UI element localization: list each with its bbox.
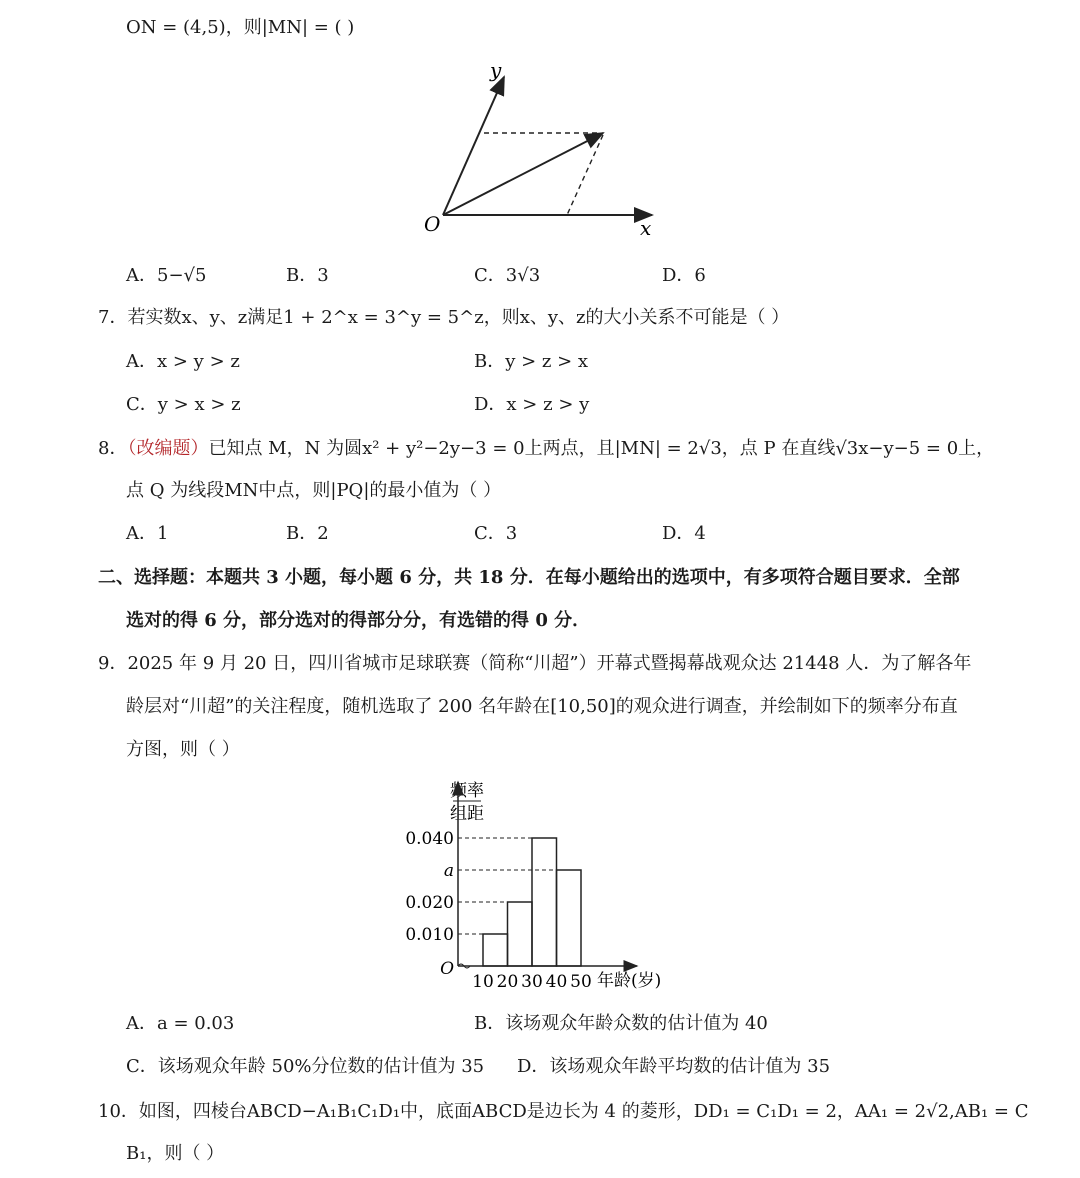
y-tick-label: 0.020 [405,893,454,913]
q8-text-1: 已知点 M，N 为圆x² + y²−2y−3 = 0上两点，且|MN| = 2√3，点 P 在直线√3x−y−5 = 0上， [208,438,995,459]
bars-group [483,838,581,966]
q10-line-1: 10．如图，四棱台ABCD−A₁B₁C₁D₁中，底面ABCD是边长为 4 的菱形，DD₁ = C₁D₁ = 2，AA₁ = 2√2,AB₁ = C [98,1101,1029,1122]
q8-option-d: D．4 [662,523,706,544]
y-tick-label: a [443,861,454,881]
q6-option-a: A．5−√5 [126,265,207,286]
q8-option-a: A．1 [126,523,169,544]
q8-number: 8． [98,438,128,459]
q8-option-c: C．3 [474,523,518,544]
frequency-histogram [395,770,685,995]
q8-line-1 [98,437,994,461]
x-tick-label: 30 [521,972,543,992]
y-axis-label-bottom: 组距 [450,804,484,824]
q7-option-d: D．x > z > y [474,394,590,415]
q6-stem-tail: ON = (4,5)，则|MN| = ( ) [126,17,355,38]
origin-label: O [424,212,441,236]
x-tick-label: 50 [570,972,592,992]
x-tick-label: 10 [472,972,494,992]
y-axis-label: y [490,58,502,82]
q9-option-c: C．该场观众年龄 50%分位数的估计值为 35 [126,1056,485,1077]
q6-option-b: B．3 [286,265,329,286]
q8-line-2: 点 Q 为线段MN中点，则|PQ|的最小值为（ ） [126,480,502,501]
y-axis-label-top: 频率 [450,781,484,801]
dashed-line-side [567,135,603,215]
q8-adapted-tag: （改编题） [127,438,209,459]
q9-line-3: 方图，则（ ） [126,739,240,760]
q6-option-d: D．6 [662,265,706,286]
q7-option-c: C．y > x > z [126,394,241,415]
hist-origin-label: O [440,959,454,979]
q10-line-2: B₁，则（ ） [126,1143,225,1164]
q7-option-b: B．y > z > x [474,351,589,372]
q7-option-a: A．x > y > z [126,351,240,372]
q9-option-d: D．该场观众年龄平均数的估计值为 35 [517,1056,831,1077]
histogram-bar [483,934,508,966]
section-2-heading-cont: 选对的得 6 分，部分选对的得部分分，有选错的得 0 分． [126,610,591,631]
histogram-bar [532,838,557,966]
q6-option-c: C．3√3 [474,265,541,286]
x-tick-label: 40 [545,972,568,992]
q9-option-b: B．该场观众年龄众数的估计值为 40 [474,1013,768,1034]
q9-line-2: 龄层对“川超”的关注程度，随机选取了 200 名年龄在[10,50]的观众进行调查，并绘制如下的频率分布直 [126,696,958,717]
x-axis-label: x [640,216,652,240]
vector-arrow [443,133,603,215]
vector-figure [400,55,690,245]
x-tick-label: 20 [496,972,519,992]
y-axis [443,77,504,215]
y-tick-label: 0.040 [405,829,454,849]
q9-option-a: A．a = 0.03 [126,1013,235,1034]
y-tick-label: 0.010 [405,925,454,945]
q8-option-b: B．2 [286,523,329,544]
histogram-bar [557,870,582,966]
q7-stem: 7．若实数x、y、z满足1 + 2^x = 3^y = 5^z，则x、y、z的大小关系不可能是（ ） [98,307,790,328]
x-axis-title: 年龄(岁) [597,971,662,991]
histogram-bar [508,902,533,966]
x-ticks-group [472,972,592,992]
section-2-heading: 二、选择题：本题共 3 小题，每小题 6 分，共 18 分．在每小题给出的选项中，有多项符合题目要求．全部 [98,567,960,588]
q9-line-1: 9．2025 年 9 月 20 日，四川省城市足球联赛（简称“川超”）开幕式暨揭幕战观众达 21448 人．为了解各年 [98,653,972,674]
y-ticks-group [405,829,556,945]
